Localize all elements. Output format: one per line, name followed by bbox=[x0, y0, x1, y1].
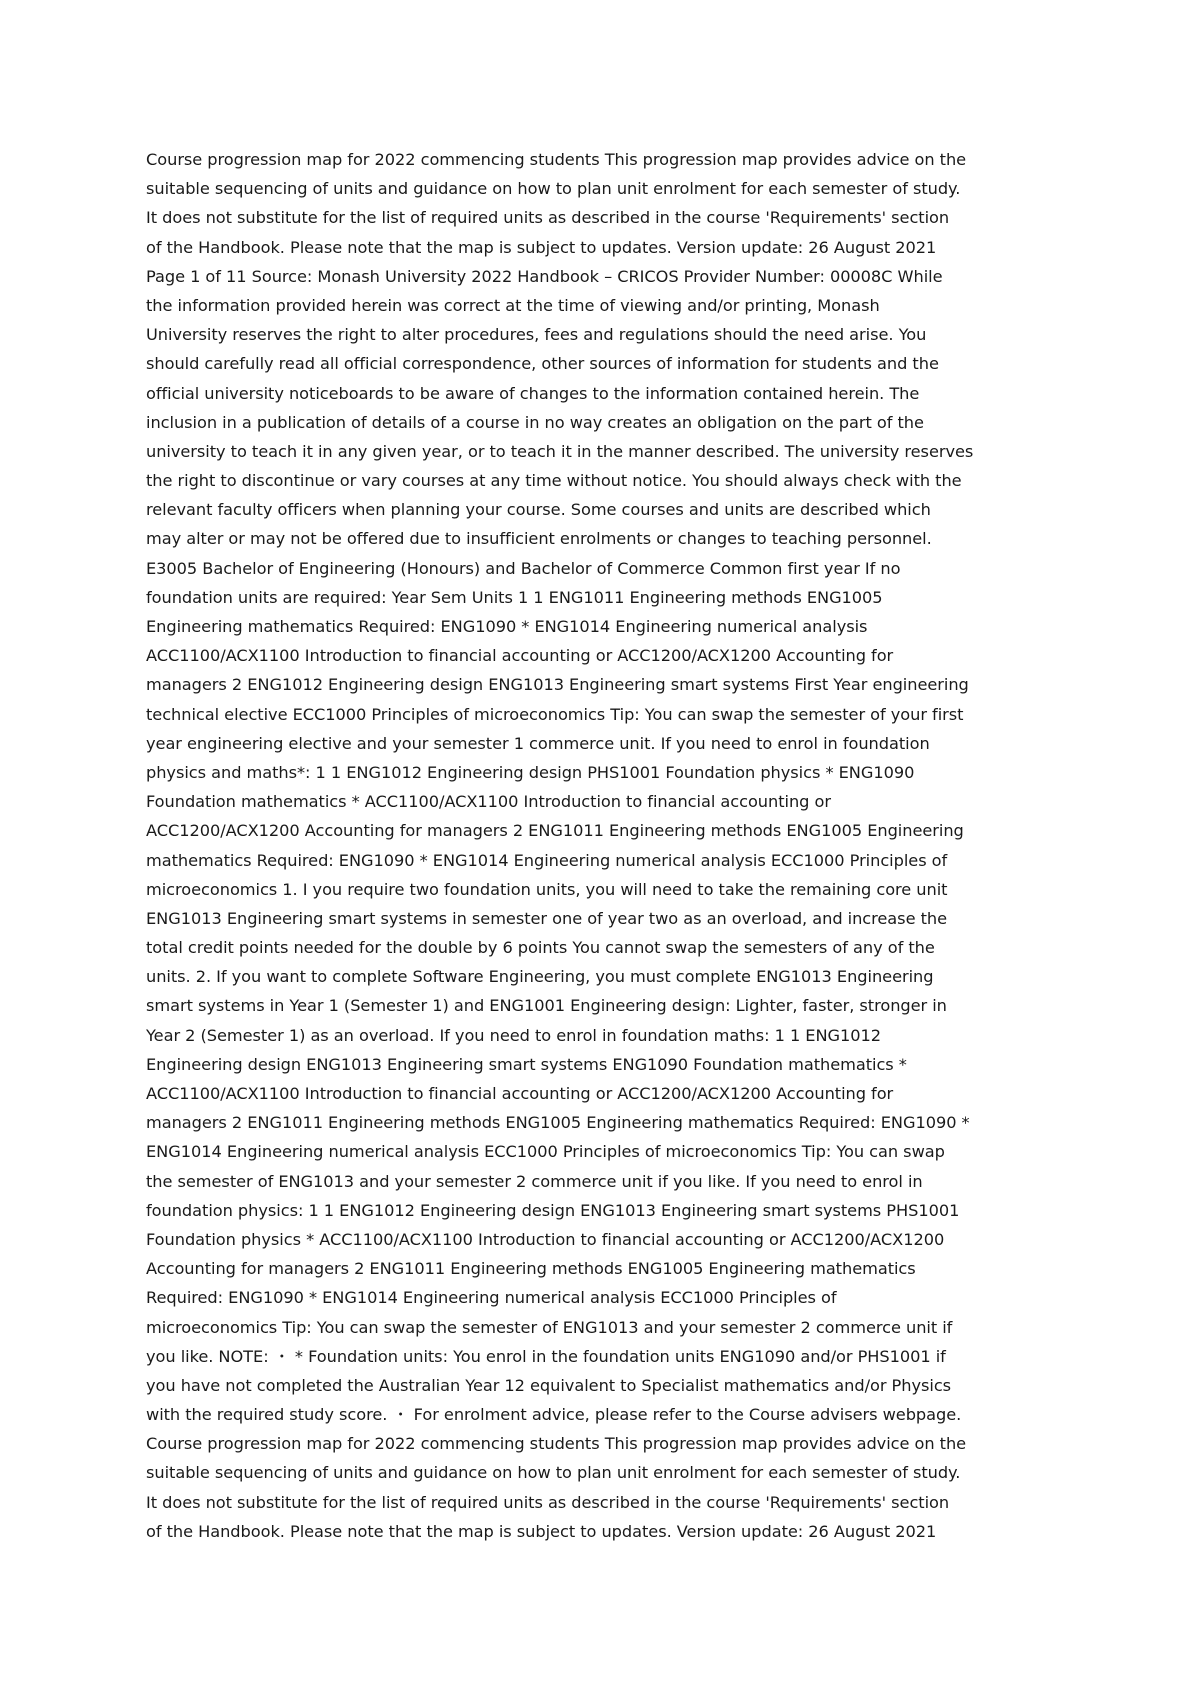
text-line: ACC1100/ACX1100 Introduction to financial accounting or ACC1200/ACX1200 Accounting for bbox=[146, 1084, 894, 1103]
text-line: Accounting for managers 2 ENG1011 Engineering methods ENG1005 Engineering mathematics bbox=[146, 1259, 916, 1279]
text-line: Foundation mathematics * ACC1100/ACX1100 Introduction to financial accounting or bbox=[146, 792, 831, 812]
text-line: may alter or may not be offered due to insufficient enrolments or changes to teaching personnel. bbox=[146, 529, 932, 549]
text-line: managers 2 ENG1011 Engineering methods ENG1005 Engineering mathematics Required: ENG1090 * bbox=[146, 1113, 970, 1133]
text-line: Foundation physics * ACC1100/ACX1100 Introduction to financial accounting or ACC1200/ACX1200 bbox=[146, 1229, 945, 1249]
text-line: ENG1013 Engineering smart systems in semester one of year two as an overload, and increase the bbox=[146, 908, 947, 928]
text-line: suitable sequencing of units and guidance on how to plan unit enrolment for each semester of study. bbox=[146, 1463, 961, 1483]
text-line: the right to discontinue or vary courses at any time without notice. You should always check with the bbox=[146, 471, 962, 491]
text-line: mathematics Required: ENG1090 * ENG1014 Engineering numerical analysis ECC1000 Principles of bbox=[146, 850, 948, 870]
text-line: It does not substitute for the list of required units as described in the course 'Requirements' section bbox=[146, 1492, 950, 1512]
text-line: Engineering mathematics Required: ENG1090 * ENG1014 Engineering numerical analysis bbox=[146, 617, 868, 636]
text-line: E3005 Bachelor of Engineering (Honours) and Bachelor of Commerce Common first year If no bbox=[146, 558, 901, 578]
text-line: the semester of ENG1013 and your semester 2 commerce unit if you like. If you need to enrol in bbox=[146, 1171, 923, 1191]
text-line: Course progression map for 2022 commencing students This progression map provides advice on the bbox=[146, 1434, 967, 1454]
text-line: University reserves the right to alter procedures, fees and regulations should the need arise. You bbox=[146, 325, 927, 345]
text-line: Required: ENG1090 * ENG1014 Engineering numerical analysis ECC1000 Principles of bbox=[146, 1288, 837, 1308]
text-line: ACC1200/ACX1200 Accounting for managers 2 ENG1011 Engineering methods ENG1005 Engineering bbox=[146, 821, 964, 841]
text-line: Year 2 (Semester 1) as an overload. If you need to enrol in foundation maths: 1 1 ENG1012 bbox=[146, 1025, 882, 1045]
text-line: Course progression map for 2022 commencing students This progression map provides advice on the bbox=[146, 150, 967, 169]
text-line: should carefully read all official correspondence, other sources of information for students and the bbox=[146, 354, 939, 374]
text-line: managers 2 ENG1012 Engineering design ENG1013 Engineering smart systems First Year engineering bbox=[146, 675, 969, 695]
text-line: you like. NOTE: ・ * Foundation units: You enrol in the foundation units ENG1090 and/or PHS1001 if bbox=[146, 1346, 946, 1366]
text-line: the information provided herein was correct at the time of viewing and/or printing, Monash bbox=[146, 295, 880, 315]
text-line: relevant faculty officers when planning your course. Some courses and units are described which bbox=[146, 500, 931, 520]
text-line: smart systems in Year 1 (Semester 1) and ENG1001 Engineering design: Lighter, faster, stronger in bbox=[146, 996, 947, 1016]
text-line: Engineering design ENG1013 Engineering smart systems ENG1090 Foundation mathematics * bbox=[146, 1054, 907, 1074]
text-line: official university noticeboards to be aware of changes to the information contained herein. The bbox=[146, 383, 920, 403]
text-line: year engineering elective and your semester 1 commerce unit. If you need to enrol in foundation bbox=[146, 733, 930, 753]
document-body-text bbox=[146, 145, 1066, 1546]
text-line: you have not completed the Australian Year 12 equivalent to Specialist mathematics and/or Physics bbox=[146, 1375, 952, 1395]
text-line: foundation units are required: Year Sem Units 1 1 ENG1011 Engineering methods ENG1005 bbox=[146, 587, 883, 607]
text-line: of the Handbook. Please note that the map is subject to updates. Version update: 26 August 2021 bbox=[146, 237, 937, 257]
text-line: ENG1014 Engineering numerical analysis ECC1000 Principles of microeconomics Tip: You can swap bbox=[146, 1142, 945, 1162]
text-line: foundation physics: 1 1 ENG1012 Engineering design ENG1013 Engineering smart systems PHS1001 bbox=[146, 1200, 960, 1220]
text-line: suitable sequencing of units and guidance on how to plan unit enrolment for each semester of study. bbox=[146, 179, 961, 199]
text-line: total credit points needed for the double by 6 points You cannot swap the semesters of any of the bbox=[146, 938, 935, 958]
text-line: physics and maths*: 1 1 ENG1012 Engineering design PHS1001 Foundation physics * ENG1090 bbox=[146, 762, 915, 782]
text-line: units. 2. If you want to complete Software Engineering, you must complete ENG1013 Engineering bbox=[146, 967, 934, 987]
text-line: It does not substitute for the list of required units as described in the course 'Requirements' section bbox=[146, 208, 950, 228]
text-line: ACC1100/ACX1100 Introduction to financial accounting or ACC1200/ACX1200 Accounting for bbox=[146, 646, 894, 666]
text-line: inclusion in a publication of details of a course in no way creates an obligation on the part of the bbox=[146, 412, 924, 432]
text-line: technical elective ECC1000 Principles of microeconomics Tip: You can swap the semester of your first bbox=[146, 704, 964, 724]
text-line: of the Handbook. Please note that the map is subject to updates. Version update: 26 August 2021 bbox=[146, 1521, 937, 1541]
text-line: Page 1 of 11 Source: Monash University 2022 Handbook – CRICOS Provider Number: 00008C While bbox=[146, 266, 943, 286]
text-line: microeconomics 1. I you require two foundation units, you will need to take the remaining core unit bbox=[146, 879, 948, 899]
text-line: university to teach it in any given year, or to teach it in the manner described. The university reserves bbox=[146, 441, 974, 461]
text-line: with the required study score. ・ For enrolment advice, please refer to the Course advisers webpage. bbox=[146, 1405, 962, 1425]
text-line: microeconomics Tip: You can swap the semester of ENG1013 and your semester 2 commerce unit if bbox=[146, 1317, 953, 1337]
